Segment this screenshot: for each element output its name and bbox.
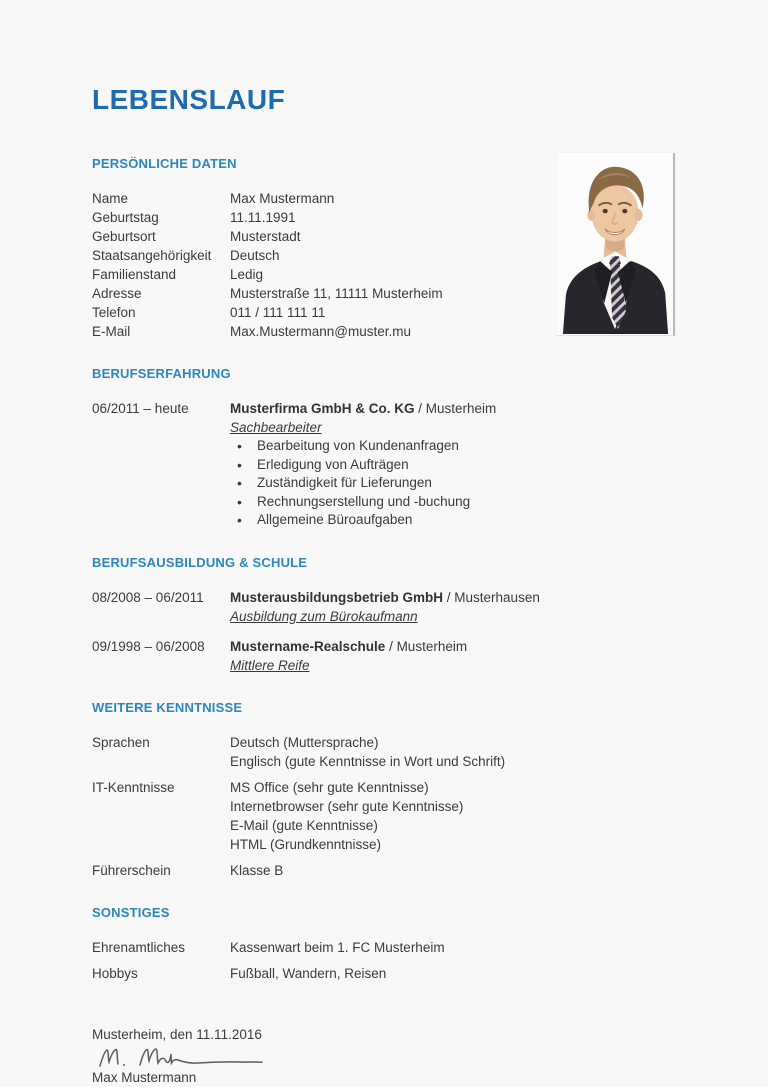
experience-entry: [92, 399, 678, 530]
entry-org-line: [230, 637, 678, 656]
duty-item: • Erledigung von Aufträgen: [257, 456, 678, 475]
entry-period: 08/2008 – 06/2011: [92, 589, 204, 605]
organization-name: Musterausbildungsbetrieb GmbH: [230, 589, 444, 605]
field-value: 011 / 111 111 11: [230, 305, 326, 320]
skill-line: E-Mail (gute Kenntnisse): [230, 817, 378, 833]
skill-line: HTML (Grundkenntnisse): [230, 836, 382, 852]
skill-line: Internetbrowser (sehr gute Kenntnisse): [230, 798, 464, 814]
entry-body: [230, 637, 678, 675]
entry-period: 09/1998 – 06/2008: [92, 638, 205, 654]
field-value: [230, 778, 678, 854]
applicant-photo: [557, 153, 675, 336]
skills-row-it: [92, 778, 678, 854]
field-label: E-Mail: [92, 324, 131, 339]
field-label: Adresse: [92, 286, 142, 301]
entry-org-line: [230, 399, 678, 418]
portrait-illustration: [557, 153, 673, 335]
field-label: IT-Kenntnisse: [92, 779, 175, 795]
misc-row-hobbies: [92, 964, 678, 983]
section-heading-misc: SONSTIGES: [92, 904, 170, 920]
section-heading-education: BERUFSAUSBILDUNG & SCHULE: [92, 554, 308, 570]
section-heading-skills: WEITERE KENNTNISSE: [92, 699, 243, 715]
duty-list: [257, 437, 678, 530]
signature-stroke: [94, 1046, 309, 1070]
resume-document: [92, 84, 678, 1087]
organization-location: / Musterhausen: [443, 589, 540, 605]
field-label: Führerschein: [92, 862, 171, 878]
section-education: [92, 553, 678, 675]
section-miscellaneous: [92, 903, 678, 983]
field-label: Staatsangehörigkeit: [92, 248, 212, 263]
skills-row-languages: [92, 733, 678, 771]
field-label: Geburtstag: [92, 210, 159, 225]
education-entry: [92, 637, 678, 675]
place-and-date: Musterheim, den 11.11.2016: [92, 1026, 262, 1042]
field-label: Sprachen: [92, 734, 150, 750]
field-value: [230, 861, 678, 880]
signed-name: Max Mustermann: [92, 1069, 197, 1085]
field-label: Name: [92, 191, 129, 206]
duty-item: • Allgemeine Büroaufgaben: [257, 511, 678, 530]
page-title: LEBENSLAUF: [92, 84, 286, 115]
entry-body: [230, 588, 678, 626]
section-heading-personal: PERSÖNLICHE DATEN: [92, 156, 237, 171]
field-value: Musterstadt: [230, 229, 301, 244]
skill-line: Englisch (gute Kenntnisse in Wort und Schrift): [230, 753, 506, 769]
field-value: [230, 733, 678, 771]
duty-item: • Bearbeitung von Kundenanfragen: [257, 437, 678, 456]
handwritten-signature: [94, 1046, 678, 1070]
skill-line: Deutsch (Muttersprache): [230, 734, 379, 750]
skill-line: MS Office (sehr gute Kenntnisse): [230, 779, 429, 795]
section-heading-experience: BERUFSERFAHRUNG: [92, 366, 231, 381]
field-value: Max Mustermann: [230, 191, 335, 206]
organization-name: Musterfirma GmbH & Co. KG: [230, 401, 415, 416]
skill-line: Klasse B: [230, 862, 284, 878]
duty-item: • Rechnungserstellung und -buchung: [257, 493, 678, 512]
field-label: Ehrenamtliches: [92, 939, 186, 955]
signature-block: [92, 1025, 678, 1087]
entry-period: 06/2011 – heute: [92, 401, 189, 416]
field-value: Max.Mustermann@muster.mu: [230, 324, 412, 339]
entry-org-line: [230, 588, 678, 607]
organization-name: Mustername-Realschule: [230, 638, 386, 654]
field-label: Geburtsort: [92, 229, 156, 244]
organization-location: / Musterheim: [414, 401, 497, 416]
job-title: Sachbearbeiter: [230, 420, 322, 435]
misc-row-volunteering: [92, 938, 678, 957]
entry-body: [230, 399, 678, 530]
education-entry: [92, 588, 678, 626]
field-value: Kassenwart beim 1. FC Musterheim: [230, 939, 445, 955]
organization-location: / Musterheim: [385, 638, 468, 654]
field-value: Deutsch: [230, 248, 280, 263]
duty-item: • Zuständigkeit für Lieferungen: [257, 474, 678, 493]
field-label: Familienstand: [92, 267, 177, 282]
field-value: 11.11.1991: [230, 210, 296, 225]
field-label: Hobbys: [92, 965, 138, 981]
field-value: Musterstraße 11, 11111 Musterheim: [230, 286, 443, 301]
field-value: Ledig: [230, 267, 264, 282]
skills-row-drivers-license: [92, 861, 678, 880]
section-skills: [92, 698, 678, 880]
field-label: Telefon: [92, 305, 136, 320]
field-value: Fußball, Wandern, Reisen: [230, 965, 387, 981]
qualification: Mittlere Reife: [230, 657, 310, 673]
qualification: Ausbildung zum Bürokaufmann: [230, 608, 418, 624]
section-work-experience: [92, 364, 678, 530]
